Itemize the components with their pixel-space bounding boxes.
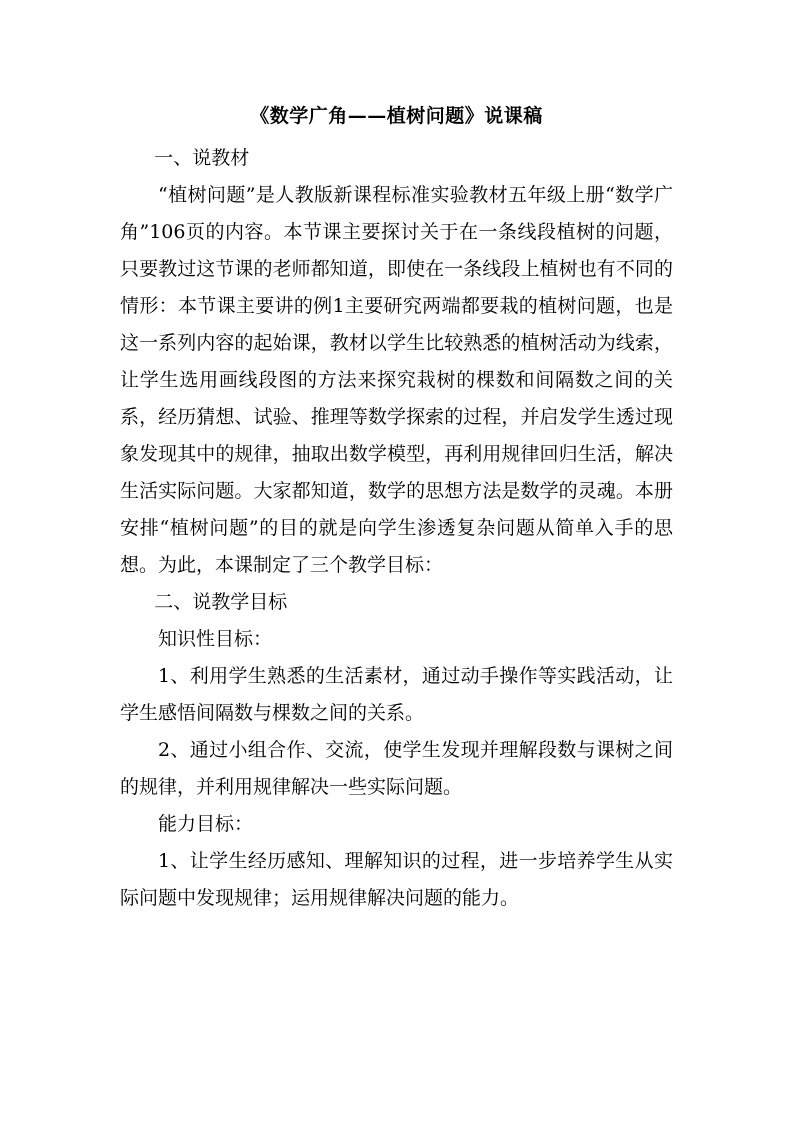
section-heading: 二、说教学目标 <box>154 591 288 613</box>
document-title: 《数学广角——植树问题》说课稿 <box>250 105 543 127</box>
body-paragraph: 1、让学生经历感知、理解知识的过程，进一步培养学生从实际问题中发现规律；运用规律解决问题的能力。 <box>120 850 673 909</box>
section-heading: 一、说教材 <box>154 147 250 169</box>
body-paragraph: 2、通过小组合作、交流，使学生发现并理解段数与课树之间的规律，并利用规律解决一些实际问题。 <box>120 739 673 798</box>
body-paragraph: “植树问题”是人教版新课程标准实验教材五年级上册“数学广角”106页的内容。本节课主要探讨关于在一条线段植树的问题，只要教过这节课的老师都知道，即使在一条线段上植树也有不同的情形：本节课主要讲的例1主要研究两端都要栽的植树问题，也是这一系列内容的起始课，教材以学生比较熟悉的植树活动为线索，让学生选用画线段图的方法来探究栽树的棵数和间隔数之间的关系，经历猜想、试验、推理等数学探索的过程，并启发学生透过现象发现其中的规律，抽取出数学模型，再利用规律回归生活，解决生活实际问题。大家都知道，数学的思想方法是数学的灵魂。本册安排“植树问题”的目的就是向学生渗透复杂问题从简单入手的思想。为此，本课制定了三个教学目标： <box>120 184 673 576</box>
body-paragraph: 1、利用学生熟悉的生活素材，通过动手操作等实践活动，让学生感悟间隔数与棵数之间的关系。 <box>120 665 673 724</box>
subheading: 知识性目标： <box>158 628 273 650</box>
document-body <box>120 140 673 917</box>
subheading: 能力目标： <box>158 813 254 835</box>
